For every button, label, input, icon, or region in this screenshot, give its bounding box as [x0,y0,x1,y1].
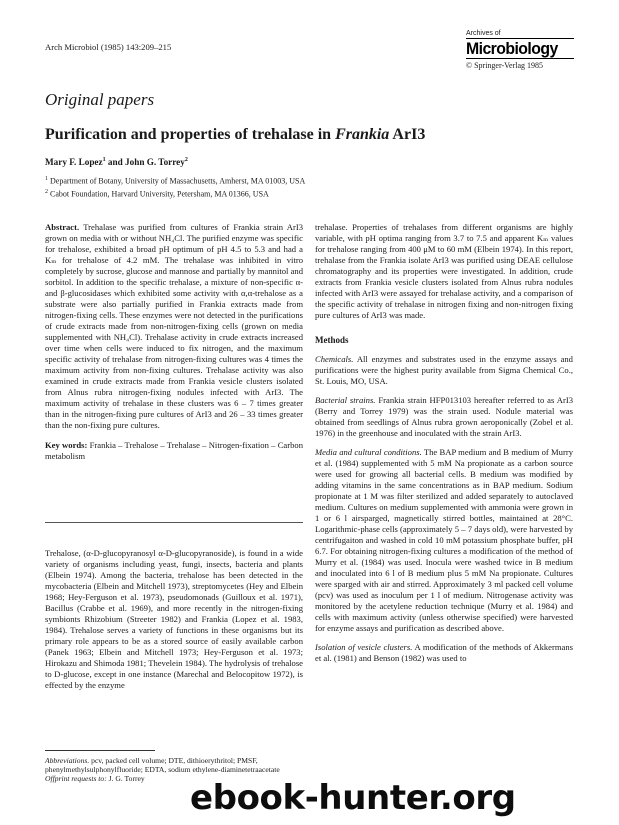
isolation-label: Isolation of vesicle clusters. [315,642,413,652]
media-label: Media and cultural conditions. [315,447,422,457]
affiliation-1-text: Department of Botany, University of Massachusetts, Amherst, MA 01003, USA [50,176,306,186]
author-conjunction: and [105,157,126,168]
author-1-affil: 1 [102,157,106,163]
title-prefix: Purification and properties of trehalase in [45,126,336,143]
abbreviations-text: pcv, packed cell volume; DTE, dithioerythritol; PMSF, phenylmethylsulphonylfluoride; EDTA, sodium ethylene-diaminetetraacetate [45,756,280,775]
author-line [45,157,188,167]
isolation-text: A modification of the methods of Akkermans et al. (1981) and Benson (1982) was used to [315,642,573,663]
keywords [45,440,303,462]
right-column [315,222,573,664]
journal-logo [466,30,574,70]
abstract-divider [45,522,303,523]
affiliation-2-text: Cabot Foundation, Harvard University, Petersham, MA 01366, USA [50,189,269,199]
affiliation-1-marker: 1 [45,176,48,182]
copyright-notice: © Springer-Verlag 1985 [466,61,544,70]
journal-name: Microbiology [466,39,558,58]
offprint-text: J. G. Torrey [108,774,145,784]
abbreviations-note [45,756,303,774]
keywords-text: Frankia – Trehalose – Trehalase – Nitrogen-fixation – Carbon metabolism [45,440,303,461]
journal-citation: Arch Microbiol (1985) 143:209–215 [45,42,172,52]
journal-name-small: Archives of [466,30,501,37]
strains-text: Frankia strain HFP013103 hereafter referred to as ArI3 (Berry and Torrey 1979) was the strain used. Nodule material was obtained from seedlings of Alnus rubra grown aeroponically (Zobel et al. 1976) in the greenhouse and inoculated with the strain ArI3. [315,395,573,438]
offprint-label: Offprint requests to: [45,774,107,784]
abstract-label: Abstract. [45,222,80,232]
affiliation-1 [45,174,305,187]
media-text: The BAP medium and B medium of Murry et al. (1984) supplemented with 5 mM Na propionate as a carbon source were used for growing all bacterial cells. B medium was modified by adding vitamins in the same concentrations as in BAP medium. Sodium propionate at 1 M was filter sterilized and added separately to autoclaved medium. Cultures on medium supplemented with ammonia were grown in 1 or 6 l airsparged, magnetically stirred bottles, maintained at 28°C. Logarithmic-phase cells (approximately 5 – 7 days old), were harvested by centrifugaiton and washed in cold 10 mM potassium phosphate buffer, pH 6.7. For obtaining nitrogen-fixing cultures a modification of the method of Murry et al. (1984) was used. Inocula were washed twice in B medium and inoculated into 6 l of B medium plus 5 mM Na propionate. Cultures were sparged with air and stirred. Approximately 3 ml packed cell volume (pcv) was used as inoculum per 1 l of medium. Nitrogenase activity was monitored by the acetylene reduction technique (Murry et al. 1984) and cells with maximum activity (unless otherwise specified) were harvested for enzyme assays and purification as described above. [315,447,574,633]
abstract [45,222,303,431]
media-paragraph [315,447,573,634]
section-kicker: Original papers [45,90,155,109]
introduction-block [45,548,303,691]
author-2-affil: 2 [184,157,188,163]
watermark: ebook-hunter.org [190,778,516,818]
introduction-text: Trehalose, (α-D-glucopyranosyl α-D-glucopyranoside), is found in a wide variety of organisms including yeast, fungi, insects, bacteria and plants (Elbein 1974). Among the bacteria, trehalose has been detected in the mycobacteria (Elbein and Mitchell 1973), streptomycetes (Hey and Elbein 1968; Hey-Ferguson et al. 1973), pseudomonads (Guilloux et al. 1971), Bacillus (Crabbe et al. 1969), and more recently in the nitrogen-fixing symbionts Rhizobium (Streeter 1982) and Frankia (Lopez et al. 1983, 1984). Trehalose serves a variety of functions in these organisms but its primary role appears to be as a stored source of easily available carbon (Panek 1963; Elbein and Mitchell 1973; Hey-Ferguson et al. 1973; Hirokazu and Shimoda 1981; Thevelein 1984). The hydrolysis of trehalose to D-glucose, except in one instance (Marechal and Belocopitow 1972), is effected by the enzyme [45,548,303,690]
chemicals-text: All enzymes and substrates used in the enzyme assays and purifications were the highest purity available from Sigma Chemical Co., St. Louis, MO, USA. [315,354,573,386]
chemicals-label: Chemicals. [315,354,354,364]
footnote-divider [45,750,155,751]
affiliation-2 [45,187,305,200]
abbreviations-label: Abbreviations. [45,756,90,765]
logo-divider-bottom [466,58,574,59]
author-1: Mary F. Lopez [45,157,103,168]
title-suffix: ArI3 [389,126,426,143]
intro-continuation: trehalase. Properties of trehalases from different organisms are highly variable, with pH optima ranging from 3.7 to 7.5 and apparent Kₘ values for trehalose ranging from 400 μM to 60 mM (Elbein 1974). In this report, trehalase from the Frankia isolate ArI3 was purified using DEAE cellulose chromatography and its properties were investigated. In addition, crude extracts from Frankia vesicle clusters isolated from Alnus rubra nodules infected with ArI3 were assayed for trehalase activity, and a comparison of the specific activity of trehalase in nitrogen fixing and non-nitrogen fixing pure cultures of ArI3 was made. [315,222,573,320]
strains-paragraph [315,395,573,439]
isolation-paragraph [315,642,573,664]
keywords-label: Key words: [45,440,88,450]
author-2: John G. Torrey [125,157,185,168]
abstract-block [45,222,303,462]
paper-title [45,126,425,144]
abstract-text: Trehalase was purified from cultures of Frankia strain ArI3 grown on media with or without NH₄Cl. The purified enzyme was specific for trehalose, exhibited a broad pH optimum of pH 4.5 to 5.3 and had a Kₘ for trehalose of 4.2 mM. The trehalase was inhibited in vitro completely by sucrose, glucose and mannose and partially by mannitol and sorbitol. In addition to the specific trehalase, a mixture of non-specific α- and β-glucosidases which exhibited some activity with α,α-trehalose as a substrate were also partially purified in Frankia extracts made from nitrogen-fixing cells. These enzymes were not detected in the purifications of crude extracts made from non-nitrogen-fixing cells (grown on media supplemented with NH₄Cl). Trehalase activity in crude extracts increased over time when cells were induced to fix nitrogen, and the maximum specific activity of trehalase from nitrogen-fixing cultures was 4 times the maximum activity from non-fixing cultures. Trehalase activity was also examined in crude extracts made from Frankia vesicle clusters isolated from Alnus rubra nitrogen-fixing nodules infected with ArI3. The maximum activity of trehalase in these clusters was 6 – 7 times greater than in the nitrogen-fixing pure cultures of ArI3 and 26 – 33 times greater than the non-fixing pure cultures. [45,222,303,430]
strains-label: Bacterial strains. [315,395,376,405]
chemicals-paragraph [315,354,573,387]
title-organism: Frankia [335,126,390,143]
methods-heading: Methods [315,335,349,345]
affiliation-2-marker: 2 [45,188,48,195]
affiliations [45,174,305,199]
